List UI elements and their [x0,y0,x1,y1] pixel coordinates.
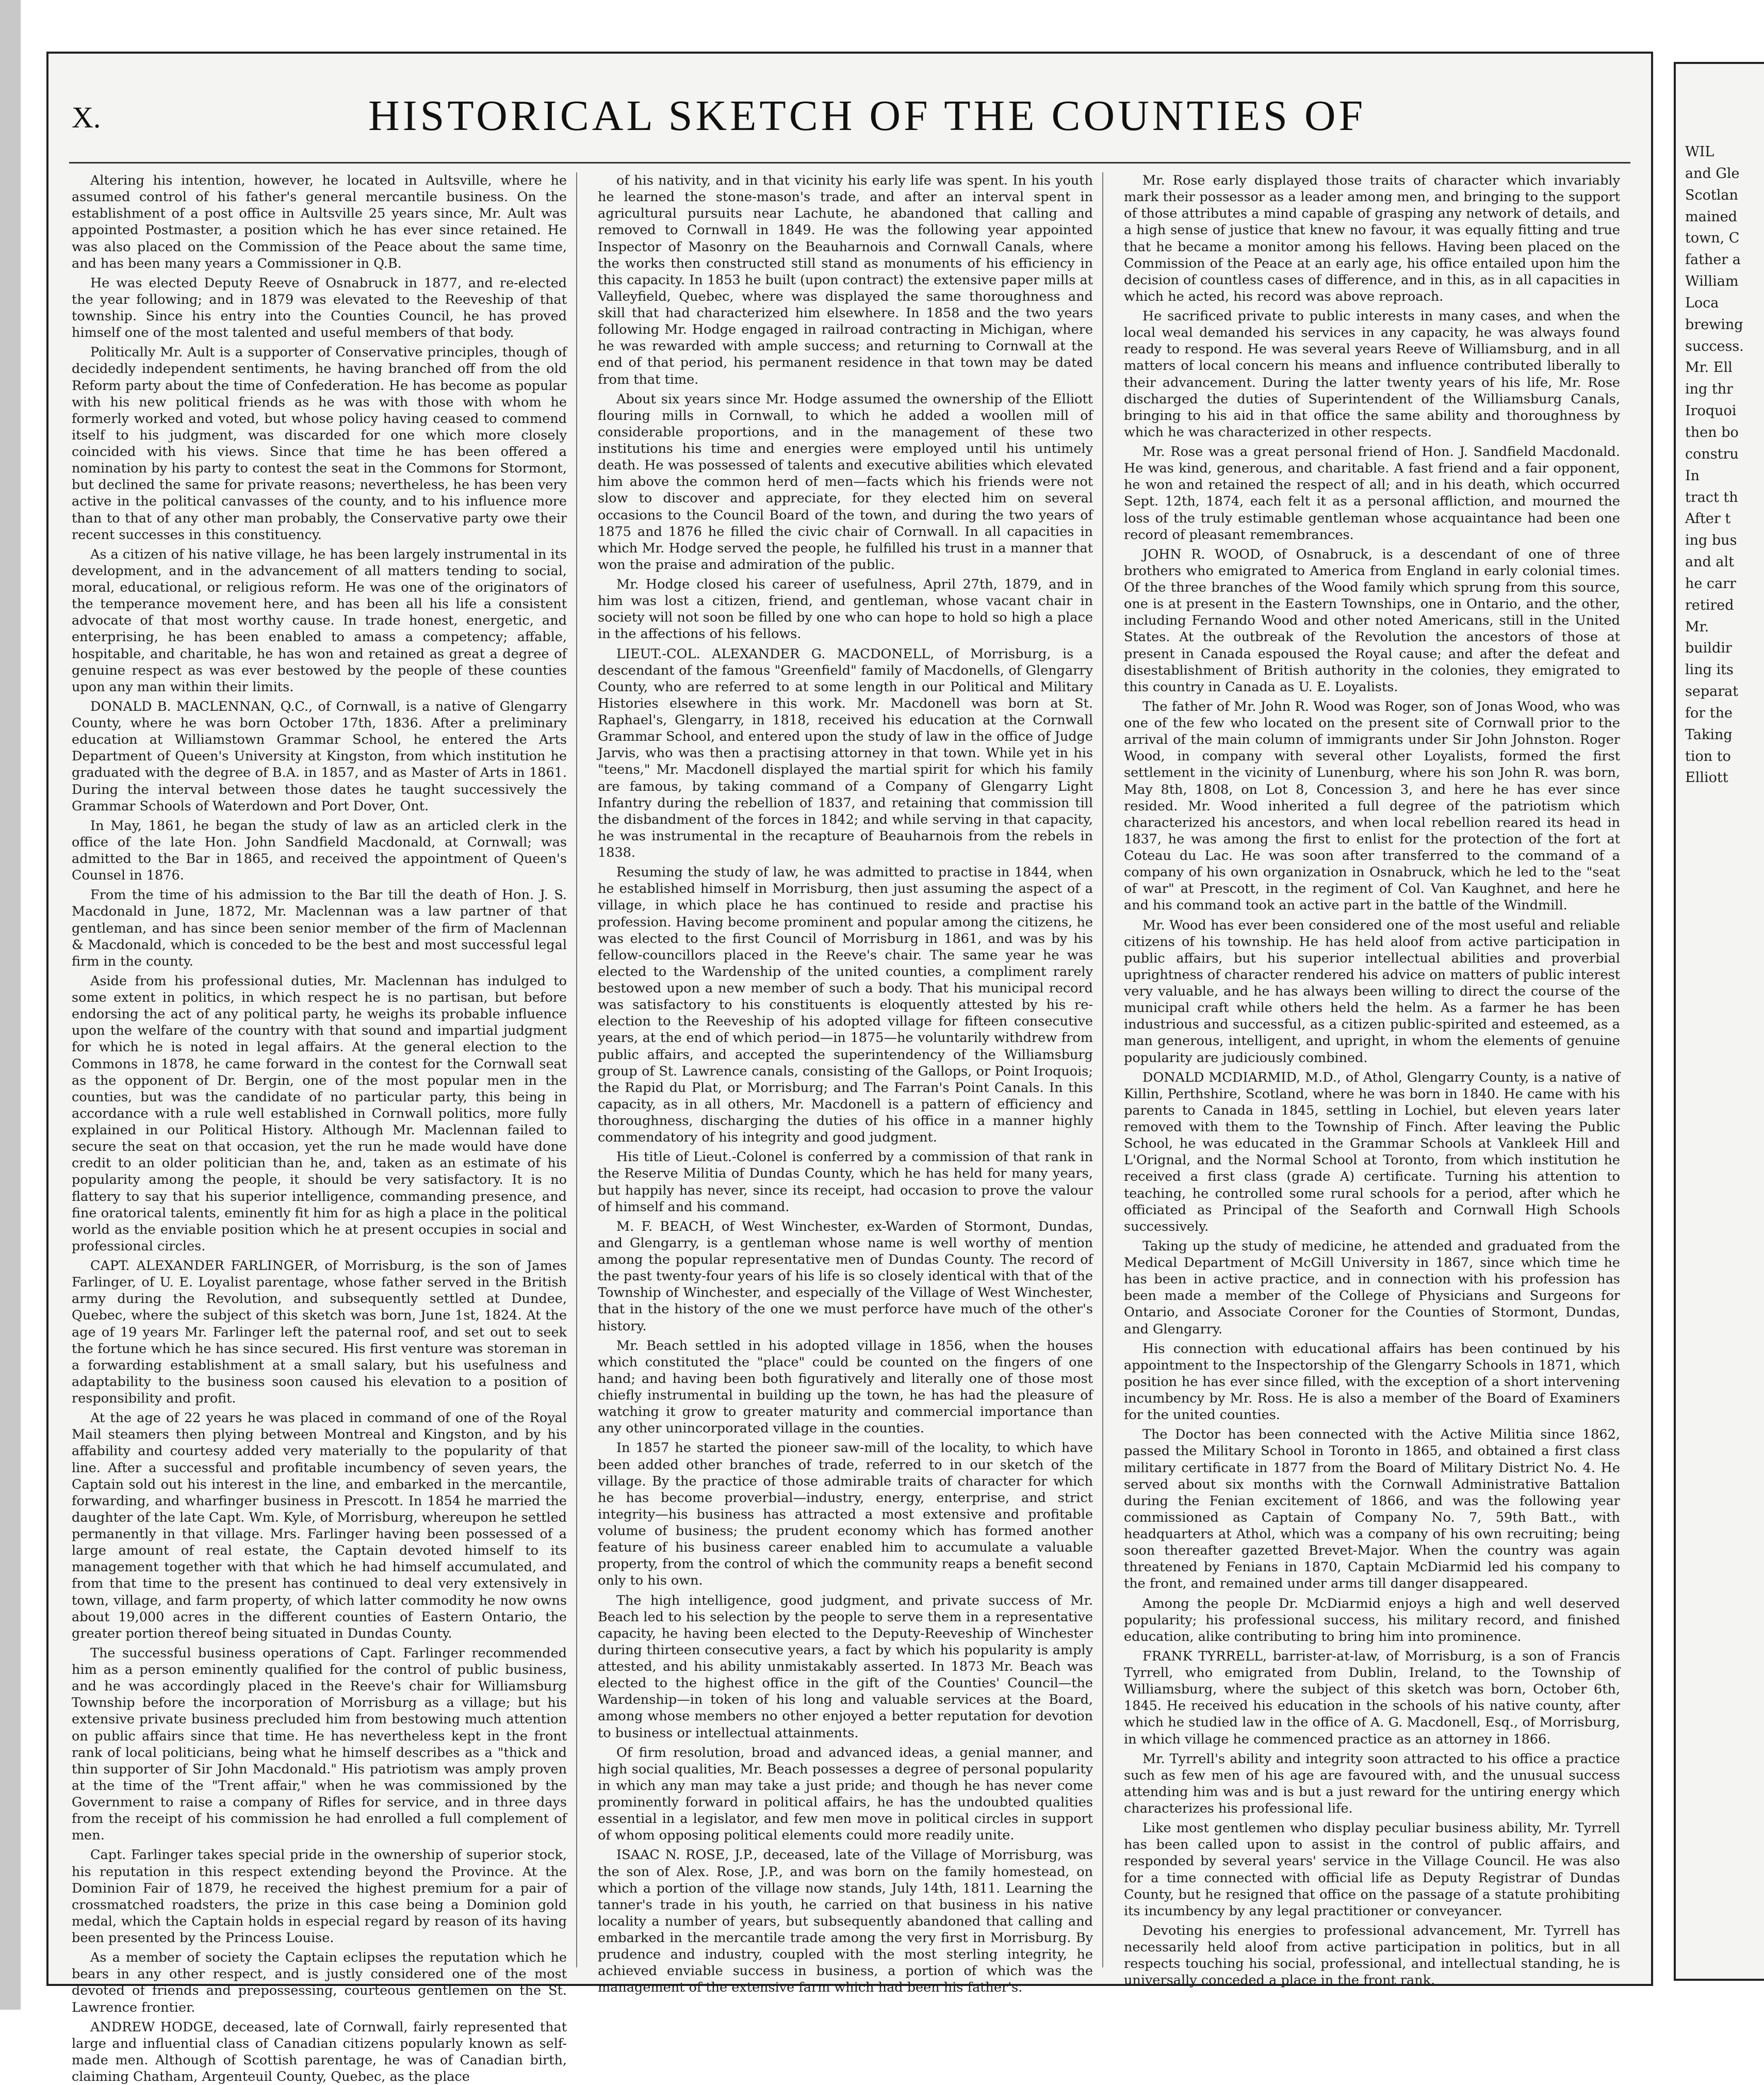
paragraph: His connection with educational affairs has been continued by his appointment to the Inspectorship of the Glengarry Schools in 1871, which position he has ever since filled, with the exception of a short intervening incumbency by Mr. Ross. He is also a member of the Board of Examiners for the united counties. [1124,1341,1620,1423]
fragment-line: retired [1685,597,1734,613]
paragraph: The high intelligence, good judgment, and private success of Mr. Beach led to his selection by the people to serve them in a representative capacity, he having been elected to the Deputy-Reeveship of Winchester during thirteen consecutive years, a fact by which his popularity is amply attested, and his ability unmistakably asserted. In 1873 Mr. Beach was elected to the highest office in the gift of the Counties' Council—the Wardenship—in token of his long and valuable services at the Board, among whose members no other enjoyed a better reputation for devotion to business or intellectual attainments. [598,1592,1093,1741]
paragraph: In 1857 he started the pioneer saw-mill of the locality, to which have been added other branches of trade, referred to in our sketch of the village. By the practice of those admirable traits of character for which he has become proverbial—industry, energy, enterprise, and strict integrity—his business has attracted a most extensive and profitable volume of business; the prudent economy which has formed another feature of his business career enabled him to accumulate a valuable property, from the control of which the community reaps a benefit second only to his own. [598,1440,1093,1589]
paragraph: Mr. Rose was a great personal friend of Hon. J. Sandfield Macdonald. He was kind, generous, and charitable. A fast friend and a fair opponent, he won and retained the respect of all; and in his death, which occurred Sept. 12th, 1874, each felt it as a personal affliction, and mourned the loss of the truly estimable gentleman whose acquaintance had been one record of pleasant remembrances. [1124,444,1620,543]
paragraph: He sacrificed private to public interests in many cases, and when the local weal demanded his services in any capacity, he was always found ready to respond. He was several years Reeve of Williamsburg, and in all matters of local concern his means and influence contributed liberally to their advancement. During the latter twenty years of his life, Mr. Rose discharged the duties of Superintendent of the Williamsburg Canals, bringing to his aid in that office the same ability and thoroughness by which he was characterized in other respects. [1124,308,1620,440]
fragment-line: William [1685,273,1739,290]
fragment-line: mained [1685,208,1737,225]
fragment-line: ing thr [1685,381,1734,398]
fragment-line: buildir [1685,640,1732,657]
column-2 [598,172,1103,1996]
paragraph: Aside from his professional duties, Mr. Maclennan has indulged to some extent in politics, in which respect he is no partisan, but before endorsing the act of any political party, he weighs its probable influence upon the welfare of the country with that sound and impartial judgment for which he is noted in legal affairs. At the general election to the Commons in 1878, he came forward in the contest for the Cornwall seat as the opponent of Dr. Bergin, one of the most popular men in the counties, but was the candidate of no particular party, this being in accordance with a rule well established in Cornwall politics, more fully explained in our Political History. Although Mr. Maclennan failed to secure the seat on that occasion, yet the run he made would have done credit to an older politician than he, and, taken as an estimate of his popularity among the people, it should be very satisfactory. It is no flattery to say that his superior intelligence, commanding presence, and fine oratorical talents, eminently fit him for as high a place in the political world as the enviable position which he at present occupies in social and professional circles. [72,973,567,1254]
paragraph: About six years since Mr. Hodge assumed the ownership of the Elliott flouring mills in Cornwall, to which he added a woollen mill of considerable proportions, and in the management of these two institutions his time and energies were employed until his untimely death. He was possessed of talents and executive abilities which elevated him above the common herd of men—facts which his friends were not slow to discover and appreciate, for they elected him on several occasions to the Council Board of the town, and during the two years of 1875 and 1876 he filled the civic chair of Cornwall. In all capacities in which Mr. Hodge served the people, he fulfilled his trust in a manner that won the praise and admiration of the public. [598,391,1093,573]
fragment-line: Scotlan [1685,187,1738,203]
paragraph: Capt. Farlinger takes special pride in the ownership of superior stock, his reputation in this respect extending beyond the Province. At the Dominion Fair of 1879, he received the highest premium for a pair of crossmatched roadsters, the prize in this case being a Dominion gold medal, which the Captain holds in especial regard by reason of its having been presented by the Princess Louise. [72,1847,567,1946]
fragment-line: and Gle [1685,165,1740,182]
paragraph: At the age of 22 years he was placed in command of one of the Royal Mail steamers then plying between Montreal and Kingston, and by his affability and courtesy added very materially to the popularity of that line. After a successful and profitable incumbency of seven years, the Captain sold out his interest in the line, and embarked in the mercantile, forwarding, and wharfinger business in Prescott. In 1854 he married the daughter of the late Capt. Wm. Kyle, of Morrisburg, whereupon he settled permanently in that village. Mrs. Farlinger having been possessed of a large amount of real estate, the Captain devoted himself to its management together with that which he had himself accumulated, and from that time to the present has continued to deal very extensively in town, village, and farm property, of which latter commodity he now owns about 19,000 acres in the different counties of Eastern Ontario, the greater portion thereof being situated in Dundas County. [72,1410,567,1641]
page-header [48,54,1651,157]
paragraph: Mr. Wood has ever been considered one of the most useful and reliable citizens of his township. He has held aloof from active participation in public affairs, but his superior intellectual abilities and proverbial uprightness of character rendered his advice on matters of public interest very valuable, and he has always been willing to direct the course of the municipal craft while others held the helm. As a farmer he has been industrious and successful, as a citizen public-spirited and esteemed, as a man generous, intelligent, and upright, in whom the elements of genuine popularity are judiciously combined. [1124,917,1620,1066]
paragraph: DONALD MCDIARMID, M.D., of Athol, Glengarry County, is a native of Killin, Perthshire, Scotland, where he was born in 1840. He came with his parents to Canada in 1845, settling in Lochiel, but eleven years later removed with them to the Township of Finch. After leaving the Public School, he was educated in the Grammar Schools at Vankleek Hill and L'Orignal, and the Normal School at Toronto, from which institution he received a first class (grade A) certificate. Turning his attention to teaching, he controlled some rural schools for a period, after which he officiated as Principal of the Seaforth and Cornwall High Schools successively. [1124,1069,1620,1234]
column-3 [1124,172,1629,1989]
fragment-line: Mr. [1685,618,1709,635]
fragment-line: ling its [1685,662,1734,678]
fragment-line: then bo [1685,424,1739,441]
page-title: HISTORICAL SKETCH OF THE COUNTIES OF [368,92,1366,140]
fragment-line: constru [1685,446,1739,462]
paragraph: As a citizen of his native village, he has been largely instrumental in its development, and in the advancement of all matters tending to social, moral, educational, or religious reform. He was one of the originators of the temperance movement here, and has been all his life a consistent advocate of that most worthy cause. In trade honest, energetic, and enterprising, he has been enabled to amass a competency; affable, hospitable, and charitable, he has won and retained as great a degree of genuine respect as was ever bestowed by the people of these counties upon any man within their limits. [72,546,567,695]
paragraph: Mr. Rose early displayed those traits of character which invariably mark their possessor as a leader among men, and bringing to the support of those attributes a mind capable of grasping any network of details, and a high sense of justice that knew no favour, it was equally fitting and true that he became a monitor among his fellows. Having been placed on the Commission of the Peace at an early age, his office entailed upon him the decision of countless cases of difference, and in this, as in all capacities in which he acted, his record was above reproach. [1124,173,1620,304]
paragraph: His title of Lieut.-Colonel is conferred by a commission of that rank in the Reserve Militia of Dundas County, which he has held for many years, but happily has never, since its receipt, had occasion to prove the valour of himself and his command. [598,1149,1093,1215]
paragraph: of his nativity, and in that vicinity his early life was spent. In his youth he learned the stone-mason's trade, and after an interval spent in agricultural pursuits near Lachute, he abandoned that calling and removed to Cornwall in 1849. He was the following year appointed Inspector of Masonry on the Beauharnois and Cornwall Canals, where the works then constructed still stand as monuments of his efficiency in this capacity. In 1853 he built (upon contract) the extensive paper mills at Valleyfield, Quebec, where was displayed the same thoroughness and skill that had characterized him elsewhere. In 1858 and the two years following Mr. Hodge engaged in railroad contracting in Michigan, where he was rewarded with ample success; and returning to Cornwall at the end of that period, his permanent residence in that town may be dated from that time. [598,173,1093,387]
paragraph: JOHN R. WOOD, of Osnabruck, is a descendant of one of three brothers who emigrated to America from England in early colonial times. Of the three branches of the Wood family which sprung from this source, one is at present in the Eastern Townships, one in Ontario, and the other, including Fernando Wood and other noted Americans, still in the United States. At the outbreak of the Revolution the ancestors of those at present in Canada espoused the Royal cause; and after the defeat and disestablishment of British authority in the colonies, they emigrated to this country in Canada as U. E. Loyalists. [1124,546,1620,695]
page-number: X. [72,101,101,134]
paragraph: In May, 1861, he began the study of law as an articled clerk in the office of the late Hon. John Sandfield Macdonald, at Cornwall; was admitted to the Bar in 1865, and received the appointment of Queen's Counsel in 1876. [72,818,567,884]
paragraph: M. F. BEACH, of West Winchester, ex-Warden of Stormont, Dundas, and Glengarry, is a gentleman whose name is well worthy of mention among the popular representative men of Dundas County. The record of the past twenty-four years of his life is so closely identical with that of the Township of Winchester, and especially of the Village of West Winchester, that in the history of the one we must perforce have much of the other's history. [598,1218,1093,1334]
fragment-line: ing bus [1685,532,1737,549]
paragraph: DONALD B. MACLENNAN, Q.C., of Cornwall, is a native of Glengarry County, where he was born October 17th, 1836. After a preliminary education at Williamstown Grammar School, he entered the Arts Department of Queen's University at Kingston, from which institution he graduated with the degree of B.A. in 1857, and as Master of Arts in 1861. During the interval between those dates he taught successively the Grammar Schools of Waterdown and Port Dover, Ont. [72,698,567,814]
fragment-line: brewing [1685,316,1743,333]
paragraph: The father of Mr. John R. Wood was Roger, son of Jonas Wood, who was one of the few who located on the present site of Cornwall prior to the arrival of the main column of immigrants under Sir John Johnston. Roger Wood, in company with several other Loyalists, formed the first settlement in the vicinity of Lunenburg, where his son John R. was born, May 8th, 1808, on Lot 8, Concession 3, and here he has ever since resided. Mr. Wood inherited a full degree of the patriotism which characterized his ancestors, and when local rebellion reared its head in 1837, he was among the first to enlist for the protection of the fort at Coteau du Lac. He was soon after transferred to the command of a company of his own organization in Osnabruck, which he led to the "seat of war" at Prescott, in the regiment of Col. Van Kaughnet, and here he and his command took an active part in the battle of the Windmill. [1124,698,1620,914]
fragment-line: Loca [1685,295,1719,311]
paragraph: Devoting his energies to professional advancement, Mr. Tyrrell has necessarily held aloof from active participation in politics, but in all respects touching his social, professional, and intellectual standing, he is universally conceded a place in the front rank. [1124,1923,1620,1989]
paragraph: Taking up the study of medicine, he attended and graduated from the Medical Department of McGill University in 1867, since which time he has been in active practice, and in connection with his profession has been made a member of the College of Physicians and Surgeons for Ontario, and Associate Coroner for the Counties of Stormont, Dundas, and Glengarry. [1124,1238,1620,1337]
column-1 [72,172,577,2084]
fragment-line: tract th [1685,489,1738,506]
fragment-line: WIL [1685,144,1714,160]
fragment-line: Iroquoi [1685,403,1737,419]
adjacent-page-fragment [1674,62,1764,1981]
paragraph: Mr. Hodge closed his career of usefulness, April 27th, 1879, and in him was lost a citizen, friend, and gentleman, whose vacant chair in society will not soon be filled by one who can hope to hold so high a place in the affections of his fellows. [598,577,1093,642]
fragment-lines [1676,64,1764,789]
paragraph: Resuming the study of law, he was admitted to practise in 1844, when he established himself in Morrisburg, then just assuming the aspect of a village, in which place he has continued to reside and practise his profession. Having become prominent and popular among the citizens, he was elected to the first Council of Morrisburg in 1861, and was by his fellow-councillors placed in the Reeve's chair. The same year he was elected to the Wardenship of the united counties, a compliment rarely bestowed upon a new member of such a body. That his municipal record was satisfactory to his constituents is eloquently attested by his re-election to the Reeveship of his adopted village for fifteen consecutive years, at the end of which period—in 1875—he voluntarily withdrew from public affairs, and accepted the superintendency of the Williamsburg group of St. Lawrence canals, consisting of the Gallops, or Point Iroquois; the Rapid du Plat, or Morrisburg; and The Farran's Point Canals. In this capacity, as in all others, Mr. Macdonell is a pattern of efficiency and thoroughness, discharging the duties of his office in a manner highly commendatory of his integrity and good judgment. [598,865,1093,1146]
paragraph: Mr. Beach settled in his adopted village in 1856, when the houses which constituted the "place" could be counted on the fingers of one hand; and having been both figuratively and literally one of those most chiefly instrumental in building up the town, he has had the pleasure of watching it grow to greater maturity and commercial importance than any other unincorporated village in the counties. [598,1338,1093,1437]
paragraph: ANDREW HODGE, deceased, late of Cornwall, fairly represented that large and influential class of Canadian citizens popularly known as self-made men. Although of Scottish parentage, he was of Canadian birth, claiming Chatham, Argenteuil County, Quebec, as the place [72,2019,567,2084]
text-columns [72,172,1629,2084]
fragment-line: Taking [1685,726,1733,743]
paragraph: Like most gentlemen who display peculiar business ability, Mr. Tyrrell has been called upon to assist in the control of public affairs, and responded by several years' service in the Village Council. He was also for a time connected with official life as Deputy Registrar of Dundas County, but he resigned that office on the passage of a statute prohibiting its incumbency by any legal practitioner or conveyancer. [1124,1820,1620,1919]
left-gutter [0,0,21,2010]
paragraph: Politically Mr. Ault is a supporter of Conservative principles, though of decidedly independent sentiments, he having branched off from the old Reform party about the time of Confederation. He has become as popular with his new political friends as he was with those with whom he formerly worked and voted, but whose policy having ceased to commend itself to his judgment, was discarded for one which more closely coincided with his views. Since that time he has been offered a nomination by his party to contest the seat in the Commons for Stormont, but declined the same for private reasons; nevertheless, he has been very active in the political canvasses of the county, and to his influence more than to that of any other man probably, the Conservative party owe their recent successes in this constituency. [72,345,567,543]
fragment-line: and alt [1685,554,1734,571]
page-sheet [46,52,1653,2084]
paragraph: Mr. Tyrrell's ability and integrity soon attracted to his office a practice such as few men of his age are favoured with, and the unusual success attending him was and is but a just reward for the untiring energy which characterizes his professional life. [1124,1751,1620,1816]
paragraph: FRANK TYRRELL, barrister-at-law, of Morrisburg, is a son of Francis Tyrrell, who emigrated from Dublin, Ireland, to the Township of Williamsburg, where the subject of this sketch was born, October 6th, 1845. He received his education in the schools of his native county, after which he studied law in the office of A. G. Macdonell, Esq., of Morrisburg, in which village he commenced practice as an attorney in 1866. [1124,1648,1620,1747]
paragraph: As a member of society the Captain eclipses the reputation which he bears in any other respect, and is justly considered one of the most devoted of friends and prepossessing, courteous gentlemen on the St. Lawrence frontier. [72,1950,567,2015]
fragment-line: In [1685,467,1700,484]
header-rule [69,162,1630,164]
paragraph: The Doctor has been connected with the Active Militia since 1862, passed the Military School in Toronto in 1865, and obtained a first class military certificate in 1877 from the Board of Military District No. 4. He served about six months with the Cornwall Administrative Battalion during the Fenian excitement of 1866, and was the following year commissioned as Captain of Company No. 7, 59th Batt., with headquarters at Athol, which was a company of his own recruiting; being soon thereafter gazetted Brevet-Major. When the country was again threatened by Fenians in 1870, Captain McDiarmid led his company to the front, and remained under arms till danger disappeared. [1124,1427,1620,1592]
fragment-line: for the [1685,705,1733,721]
fragment-line: town, C [1685,230,1740,247]
fragment-line: After t [1685,511,1731,527]
paragraph: CAPT. ALEXANDER FARLINGER, of Morrisburg, is the son of James Farlinger, of U. E. Loyalist parentage, whose father served in the British army during the Revolution, and subsequently settled at Dundee, Quebec, where the subject of this sketch was born, June 1st, 1824. At the age of 19 years Mr. Farlinger left the paternal roof, and set out to seek the fortune which he has since secured. His first venture was storeman in a forwarding establishment at a small salary, but his usefulness and adaptability to the business soon caused his elevation to a position of responsibility and profit. [72,1258,567,1406]
fragment-line: father a [1685,252,1741,268]
fragment-line: tion to [1685,748,1731,764]
fragment-line: Elliott [1685,770,1728,786]
fragment-line: success. [1685,338,1744,354]
fragment-line: he carr [1685,575,1736,592]
paragraph: Among the people Dr. McDiarmid enjoys a high and well deserved popularity; his professional success, his military record, and finished education, alike contributing to bring him into prominence. [1124,1595,1620,1644]
paragraph: ISAAC N. ROSE, J.P., deceased, late of the Village of Morrisburg, was the son of Alex. Rose, J.P., and was born on the family homestead, on which a portion of the village now stands, July 14th, 1811. Learning the tanner's trade in his youth, he carried on that business in his native locality a number of years, but subsequently abandoned that calling and embarked in the mercantile trade among the very first in Morrisburg. By prudence and industry, coupled with the most sterling integrity, he achieved enviable success in business, a portion of which was the management of the extensive farm which had been his father's. [598,1847,1093,1996]
fragment-line: separat [1685,683,1739,700]
paragraph: LIEUT.-COL. ALEXANDER G. MACDONELL, of Morrisburg, is a descendant of the famous "Greenfield" family of Macdonells, of Glengarry County, who are referred to at some length in our Political and Military Histories elsewhere in this work. Mr. Macdonell was born at St. Raphael's, Glengarry, in 1818, received his education at the Cornwall Grammar School, and entered upon the study of law in the office of Judge Jarvis, who was then a practising attorney in that town. While yet in his "teens," Mr. Macdonell displayed the martial spirit for which his family are famous, by taking command of a Company of Glengarry Light Infantry during the rebellion of 1837, and retaining that commission till the disbandment of the forces in 1842; and while serving in that capacity, he was instrumental in the recapture of Beauharnois from the rebels in 1838. [598,646,1093,860]
paragraph: The successful business operations of Capt. Farlinger recommended him as a person eminently qualified for the control of public business, and he was accordingly placed in the Reeve's chair for Williamsburg Township before the incorporation of Morrisburg as a village; but his extensive private business precluded him from bestowing much attention on public affairs since that time. He has nevertheless kept in the front rank of local politicians, being what he himself describes as a "thick and thin supporter of Sir John Macdonald." His patriotism was amply proven at the time of the "Trent affair," when he was commissioned by the Government to raise a company of Rifles for service, and in three days from the receipt of his commission he had enrolled a full complement of men. [72,1645,567,1844]
paragraph: Of firm resolution, broad and advanced ideas, a genial manner, and high social qualities, Mr. Beach possesses a degree of personal popularity in which any man may take a just pride; and though he has never come prominently forward in political affairs, he has the undoubted qualities essential in a legislator, and few men move in political circles in support of whom opposing political elements could more readily unite. [598,1745,1093,1844]
paragraph: He was elected Deputy Reeve of Osnabruck in 1877, and re-elected the year following; and in 1879 was elevated to the Reeveship of that township. Since his entry into the Counties Council, he has proved himself one of the most talented and useful members of that body. [72,275,567,341]
fragment-line: Mr. Ell [1685,360,1733,376]
paragraph: From the time of his admission to the Bar till the death of Hon. J. S. Macdonald in June, 1872, Mr. Maclennan was a law partner of that gentleman, and has since been senior member of the firm of Maclennan & Macdonald, which is conceded to be the best and most successful legal firm in the county. [72,887,567,969]
paragraph: Altering his intention, however, he located in Aultsville, where he assumed control of his father's general mercantile business. On the establishment of a post office in Aultsville 25 years since, Mr. Ault was appointed Postmaster, a position which he has ever since retained. He was also placed on the Commission of the Peace about the same time, and has been many years a Commissioner in Q.B. [72,173,567,271]
